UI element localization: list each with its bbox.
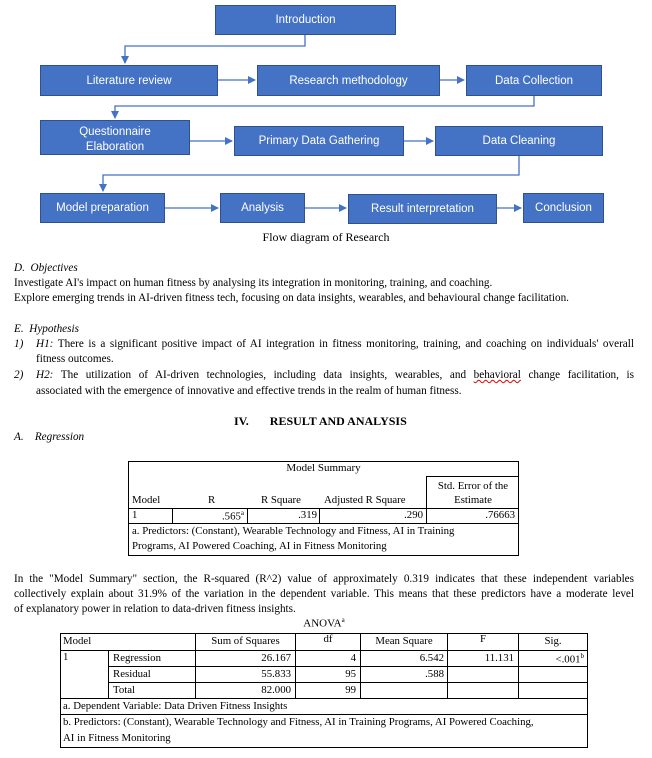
ms-header-std-error: [427, 479, 519, 507]
section-number: IV.: [234, 414, 249, 428]
h2-line1: [36, 368, 634, 383]
footnote-line1: a. Predictors: (Constant), Wearable Technology and Fitness, AI in Training: [132, 525, 455, 537]
heading-text: Hypothesis: [29, 323, 79, 335]
ms-header-r-square: R Square: [261, 494, 301, 506]
h2-text-b: change facilitation, is: [528, 369, 634, 381]
subsection-number: A.: [14, 431, 24, 443]
anova-header-model: Model: [63, 635, 92, 647]
flow-node-analysis: [220, 193, 305, 223]
h1-number: 1): [14, 338, 24, 350]
ms-cell-model: 1: [132, 509, 138, 521]
anova-total-df: 99: [345, 684, 356, 696]
anova-residual-ss: 55.833: [261, 668, 291, 680]
model-summary-title: Model Summary: [286, 462, 361, 474]
ms-cell-r-square: .319: [298, 509, 317, 521]
node-label-line1: Questionnaire: [79, 126, 151, 138]
flow-node-conclusion: [523, 193, 604, 223]
arrow-intro-to-literature: [125, 35, 305, 63]
footnote-mark: a: [341, 616, 345, 624]
objectives-heading: [14, 261, 78, 276]
anova-footnote-b: [63, 715, 534, 746]
anova-row-residual-label: Residual: [113, 668, 151, 680]
anova-regression-sig: [519, 652, 584, 666]
value: <.001: [555, 653, 581, 666]
anova-footnote-a: a. Dependent Variable: Data Driven Fitness Insights: [63, 700, 288, 712]
spellcheck-word: behavioral: [473, 369, 521, 381]
footnote-mark: b: [580, 652, 584, 660]
node-label: Literature review: [86, 74, 172, 87]
objective-1: Investigate AI's impact on human fitness by analysing its integration in monitoring, training, and coaching.: [14, 277, 493, 289]
heading-number: E.: [14, 323, 24, 335]
anova-regression-ms: 6.542: [419, 652, 444, 664]
flow-node-primary-data-gathering: [234, 126, 404, 156]
ms-cell-std-error: .76663: [485, 509, 515, 521]
h1-label: H1:: [36, 338, 54, 350]
subsection-heading: [14, 430, 84, 445]
anova-regression-df: 4: [350, 652, 356, 664]
anova-regression-ss: 26.167: [261, 652, 291, 664]
h2-number: 2): [14, 369, 24, 381]
footnote-line1: b. Predictors: (Constant), Wearable Technology and Fitness, AI in Training Programs, AI Powered Coaching,: [63, 716, 534, 728]
flow-node-research-methodology: [257, 65, 440, 96]
h1-line2: fitness outcomes.: [36, 353, 114, 365]
heading-number: D.: [14, 262, 25, 274]
node-label: Primary Data Gathering: [258, 135, 380, 147]
anova-regression-f: 11.131: [484, 652, 514, 664]
flow-node-result-interpretation: [348, 194, 497, 224]
paragraph-line1: In the "Model Summary" section, the R-squared (R^2) value of approximately 0.319 indicates that these independent variables: [14, 573, 634, 585]
anova-row-regression-label: Regression: [113, 652, 161, 664]
ms-cell-adjusted-r-square: .290: [404, 509, 423, 521]
anova-residual-df: 95: [345, 668, 356, 680]
ms-footnote: [132, 524, 454, 554]
section-heading: [234, 414, 407, 429]
h2-label: H2:: [36, 369, 54, 381]
anova-header-mean-square: Mean Square: [375, 635, 433, 647]
anova-title: [60, 616, 588, 630]
footnote-line2: Programs, AI Powered Coaching, AI in Fitness Monitoring: [132, 540, 387, 552]
header-line1: Std. Error of the: [437, 480, 509, 492]
footnote-mark: a: [240, 509, 244, 517]
flow-node-introduction: [215, 5, 396, 35]
h2-text-a: The utilization of AI-driven technologies, including data insights, wearables, and: [60, 369, 467, 381]
paragraph-line2: collectively explain about 31.9% of the variation in the dependent variable. This means that these predictors have a moderate level: [14, 588, 634, 600]
anova-header-f: F: [479, 633, 486, 645]
anova-row-total-label: Total: [113, 684, 136, 696]
heading-text: Objectives: [30, 262, 78, 274]
h1-line1: [36, 337, 634, 352]
header-line2: Estimate: [454, 494, 492, 506]
node-label: Analysis: [241, 202, 284, 214]
flow-node-data-cleaning: [435, 126, 603, 156]
ms-header-adjusted-r-square: Adjusted R Square: [324, 494, 406, 506]
anova-cell-model: 1: [63, 651, 69, 663]
section-title: RESULT AND ANALYSIS: [269, 414, 407, 428]
paragraph-line3: of explanatory power in relation to data-driven fitness insights.: [14, 603, 296, 615]
flow-node-questionnaire-elaboration: [40, 120, 190, 155]
node-label: Introduction: [275, 14, 336, 26]
anova-total-ss: 82.000: [261, 684, 291, 696]
title-text: ANOVA: [303, 617, 342, 630]
ms-header-r: R: [208, 494, 216, 506]
node-label: Research methodology: [289, 74, 408, 87]
node-label-line2: Elaboration: [85, 141, 145, 153]
value: .565: [221, 510, 241, 523]
anova-header-df: df: [323, 633, 333, 645]
objective-2: Explore emerging trends in AI-driven fitness tech, focusing on data insights, wearables, and behavioural change facilitation.: [14, 292, 569, 304]
figure-caption: Flow diagram of Research: [262, 230, 390, 244]
ms-header-model: Model: [132, 494, 161, 506]
node-label: Result interpretation: [371, 203, 474, 215]
flow-node-model-preparation: [40, 193, 165, 223]
node-label: Data Collection: [495, 74, 573, 87]
arrow-collection-to-questionnaire: [115, 96, 534, 118]
node-label: Model preparation: [56, 202, 149, 214]
footnote-line2: AI in Fitness Monitoring: [63, 731, 171, 744]
anova-table: [60, 616, 588, 748]
node-label: Conclusion: [535, 202, 592, 214]
hypothesis-heading: [14, 322, 79, 337]
ms-cell-r: [173, 509, 244, 523]
model-summary-table: [128, 461, 519, 556]
subsection-title: Regression: [34, 431, 85, 443]
arrow-cleaning-to-model: [103, 156, 519, 191]
node-label: Data Cleaning: [482, 135, 556, 147]
h1-text: There is a significant positive impact of AI integration in fitness monitoring, training, and coaching on individuals' overall: [57, 338, 634, 350]
h2-line2: associated with the emergence of innovative and effective trends in the realm of human fitness.: [36, 385, 462, 397]
flow-node-data-collection: [466, 65, 602, 96]
anova-header-sig: Sig.: [544, 635, 562, 647]
anova-header-sum-of-squares: Sum of Squares: [211, 635, 280, 647]
anova-residual-ms: .588: [425, 668, 444, 680]
flow-node-literature-review: [40, 65, 218, 96]
